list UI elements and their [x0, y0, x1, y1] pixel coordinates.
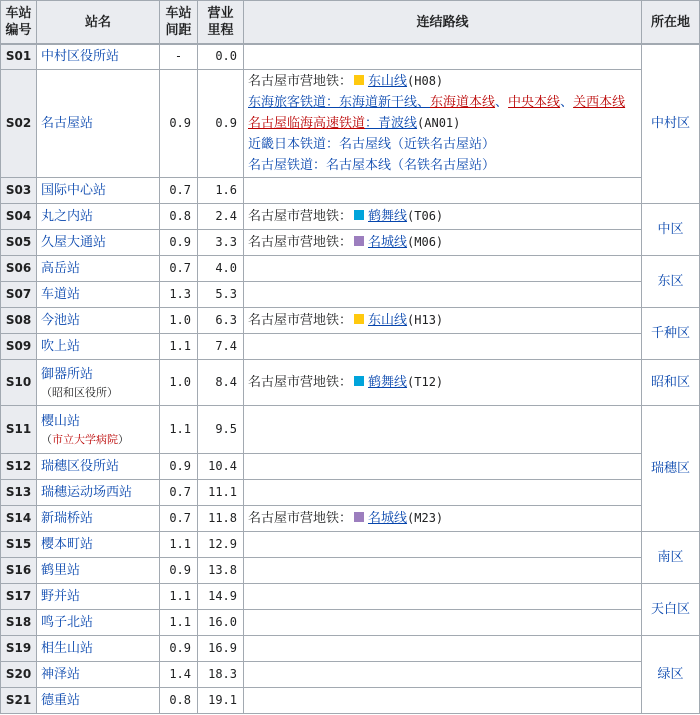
station-name [37, 687, 160, 713]
location-link[interactable]: 东区 [657, 273, 684, 289]
station-km: 11.8 [198, 505, 244, 531]
station-link[interactable]: 德重站 [41, 692, 81, 708]
location-link[interactable]: 中区 [657, 221, 684, 237]
station-km: 8.4 [198, 359, 244, 405]
station-name [37, 229, 160, 255]
station-dist: 1.1 [160, 583, 198, 609]
station-link[interactable]: 高岳站 [41, 260, 81, 276]
station-km: 19.1 [198, 687, 244, 713]
connection-line[interactable]: 近畿日本铁道：名古屋线（近铁名古屋站） [248, 136, 496, 152]
station-link[interactable]: 野并站 [41, 588, 81, 604]
station-code: S03 [1, 177, 37, 203]
station-link[interactable]: 鸣子北站 [41, 614, 94, 630]
higashiyama-color-swatch [354, 75, 364, 85]
hospital-link[interactable]: 市立大学病院 [52, 432, 118, 446]
station-link[interactable]: 丸之内站 [41, 208, 94, 224]
connections-cell: 名古屋市营地铁： 名城线(M23) [244, 505, 642, 531]
table-row [1, 453, 700, 479]
station-km: 6.3 [198, 307, 244, 333]
station-code: S07 [1, 281, 37, 307]
station-km: 12.9 [198, 531, 244, 557]
station-name [37, 609, 160, 635]
station-code: S02 [1, 69, 37, 177]
table-row [1, 177, 700, 203]
connections-cell: 名古屋市营地铁： 鹤舞线(T12) [244, 359, 642, 405]
station-link[interactable]: 鹤里站 [41, 562, 81, 578]
station-code: S14 [1, 505, 37, 531]
station-code: S20 [1, 661, 37, 687]
meijo-color-swatch [354, 236, 364, 246]
table-row [1, 281, 700, 307]
connections-cell: 名古屋市营地铁： 名城线(M06) [244, 229, 642, 255]
location-link[interactable]: 天白区 [650, 601, 690, 617]
station-name [37, 281, 160, 307]
header-dist: 车站 间距 [160, 1, 198, 45]
station-name [37, 255, 160, 281]
location-cell [642, 583, 700, 635]
station-dist: 0.9 [160, 635, 198, 661]
connections-cell [244, 281, 642, 307]
station-code: S19 [1, 635, 37, 661]
line-link[interactable]: 东山线 [368, 312, 408, 328]
station-km: 7.4 [198, 333, 244, 359]
station-link[interactable]: 久屋大通站 [41, 234, 107, 250]
connection-line: 名古屋临海高速铁道：青波线(AN01) [248, 115, 461, 131]
station-name [37, 333, 160, 359]
station-link[interactable]: 樱山站 [41, 413, 81, 429]
table-row [1, 44, 700, 69]
station-link[interactable]: 相生山站 [41, 640, 94, 656]
connections-cell [244, 635, 642, 661]
header-conn: 连结路线 [244, 1, 642, 45]
location-link[interactable]: 昭和区 [650, 374, 690, 390]
tsurumai-color-swatch [354, 376, 364, 386]
station-dist: 0.7 [160, 255, 198, 281]
location-cell [642, 307, 700, 359]
location-link[interactable]: 瑞穗区 [650, 460, 690, 476]
connections-cell [244, 69, 642, 177]
station-link[interactable]: 瑞穗运动场西站 [41, 484, 133, 500]
station-dist: 0.7 [160, 479, 198, 505]
table-row [1, 333, 700, 359]
line-link[interactable]: 中央本线 [508, 94, 561, 110]
station-name [37, 505, 160, 531]
station-dist: 0.9 [160, 229, 198, 255]
station-code: S09 [1, 333, 37, 359]
connections-cell [244, 687, 642, 713]
connections-cell [244, 609, 642, 635]
station-dist: - [160, 44, 198, 69]
header-code: 车站 编号 [1, 1, 37, 45]
location-link[interactable]: 南区 [657, 549, 684, 565]
meijo-color-swatch [354, 512, 364, 522]
station-subtitle: （昭和区役所） [41, 385, 118, 399]
station-subtitle: （市立大学病院） [41, 432, 129, 446]
line-link[interactable]: 关西本线 [573, 94, 626, 110]
table-row [1, 557, 700, 583]
station-dist: 0.8 [160, 203, 198, 229]
higashiyama-color-swatch [354, 314, 364, 324]
station-link[interactable]: 车道站 [41, 286, 81, 302]
station-code: S12 [1, 453, 37, 479]
station-dist: 1.0 [160, 359, 198, 405]
station-km: 0.0 [198, 44, 244, 69]
station-code: S15 [1, 531, 37, 557]
line-link[interactable]: 名城线 [368, 510, 408, 526]
station-code: S10 [1, 359, 37, 405]
station-link[interactable]: 瑞穗区役所站 [41, 458, 120, 474]
connection-line: 名古屋市营地铁： 东山线(H08) [248, 73, 444, 89]
station-code: S04 [1, 203, 37, 229]
table-row [1, 405, 700, 453]
station-dist: 1.1 [160, 531, 198, 557]
connection-line: 东海旅客铁道：东海道新干线、东海道本线、中央本线、关西本线 [248, 94, 626, 110]
station-name [37, 177, 160, 203]
station-km: 4.0 [198, 255, 244, 281]
table-row [1, 307, 700, 333]
connections-cell [244, 177, 642, 203]
station-dist: 1.3 [160, 281, 198, 307]
station-name [37, 453, 160, 479]
line-link[interactable]: ：青波线 [365, 115, 418, 131]
connections-cell [244, 479, 642, 505]
station-link[interactable]: 新瑞桥站 [41, 510, 94, 526]
tsurumai-color-swatch [354, 210, 364, 220]
header-name: 站名 [37, 1, 160, 45]
table-row [1, 687, 700, 713]
table-row [1, 359, 700, 405]
line-link[interactable]: 名古屋临海高速铁道 [248, 115, 366, 131]
table-row [1, 531, 700, 557]
station-code: S18 [1, 609, 37, 635]
station-dist: 0.9 [160, 453, 198, 479]
station-name [37, 661, 160, 687]
station-code: S21 [1, 687, 37, 713]
station-km: 10.4 [198, 453, 244, 479]
connections-cell [244, 557, 642, 583]
station-code: S08 [1, 307, 37, 333]
line-link[interactable]: 鹤舞线 [368, 208, 408, 224]
station-code: S11 [1, 405, 37, 453]
connections-cell [244, 661, 642, 687]
station-link[interactable]: 樱本町站 [41, 536, 94, 552]
station-dist: 1.1 [160, 405, 198, 453]
line-link[interactable]: 东海旅客铁道：东海道新干线、 [248, 94, 431, 110]
connection-line[interactable]: 名古屋铁道：名古屋本线（名铁名古屋站） [248, 157, 496, 173]
station-code: S06 [1, 255, 37, 281]
header-km: 营业 里程 [198, 1, 244, 45]
table-row [1, 203, 700, 229]
station-code: S05 [1, 229, 37, 255]
station-dist: 1.4 [160, 661, 198, 687]
connections-cell [244, 255, 642, 281]
station-dist: 0.7 [160, 505, 198, 531]
station-km: 1.6 [198, 177, 244, 203]
connections-cell [244, 583, 642, 609]
station-code: S01 [1, 44, 37, 69]
station-dist: 1.1 [160, 609, 198, 635]
station-name [37, 583, 160, 609]
station-link[interactable]: 神泽站 [41, 666, 81, 682]
station-link[interactable]: 今池站 [41, 312, 81, 328]
header-loc: 所在地 [642, 1, 700, 45]
station-dist: 1.0 [160, 307, 198, 333]
location-cell [642, 255, 700, 307]
station-name [37, 635, 160, 661]
station-dist: 0.7 [160, 177, 198, 203]
station-name [37, 69, 160, 177]
connections-cell [244, 333, 642, 359]
station-dist: 0.9 [160, 557, 198, 583]
station-name [37, 557, 160, 583]
location-link[interactable]: 绿区 [657, 666, 684, 682]
table-row [1, 583, 700, 609]
line-link[interactable]: 东山线 [368, 73, 408, 89]
station-name [37, 44, 160, 69]
line-link[interactable]: 名城线 [368, 234, 408, 250]
location-cell [642, 44, 700, 203]
station-km: 16.0 [198, 609, 244, 635]
station-name [37, 531, 160, 557]
station-link[interactable]: 吹上站 [41, 338, 81, 354]
location-link[interactable]: 中村区 [650, 116, 690, 132]
station-name [37, 359, 160, 405]
station-km: 16.9 [198, 635, 244, 661]
table-row [1, 609, 700, 635]
table-row [1, 661, 700, 687]
location-cell [642, 635, 700, 713]
table-row [1, 505, 700, 531]
station-km: 5.3 [198, 281, 244, 307]
connections-cell [244, 453, 642, 479]
station-link[interactable]: 御器所站 [41, 366, 94, 382]
line-link[interactable]: 东海道本线 [430, 94, 496, 110]
table-row [1, 255, 700, 281]
location-cell [642, 359, 700, 405]
station-dist: 1.1 [160, 333, 198, 359]
connections-cell [244, 531, 642, 557]
station-km: 0.9 [198, 69, 244, 177]
station-km: 13.8 [198, 557, 244, 583]
connections-cell: 名古屋市营地铁： 东山线(H13) [244, 307, 642, 333]
table-row [1, 229, 700, 255]
station-name [37, 307, 160, 333]
station-code: S16 [1, 557, 37, 583]
table-row [1, 635, 700, 661]
station-km: 2.4 [198, 203, 244, 229]
station-code: S17 [1, 583, 37, 609]
station-km: 9.5 [198, 405, 244, 453]
location-cell [642, 405, 700, 531]
station-km: 11.1 [198, 479, 244, 505]
location-cell [642, 531, 700, 583]
station-name [37, 203, 160, 229]
line-link[interactable]: 鹤舞线 [368, 374, 408, 390]
station-name [37, 479, 160, 505]
table-row [1, 69, 700, 177]
location-link[interactable]: 千种区 [650, 325, 690, 341]
station-dist: 0.8 [160, 687, 198, 713]
connections-cell [244, 405, 642, 453]
connections-cell [244, 44, 642, 69]
station-name [37, 405, 160, 453]
station-link[interactable]: 国际中心站 [41, 182, 107, 198]
station-km: 18.3 [198, 661, 244, 687]
station-km: 3.3 [198, 229, 244, 255]
station-km: 14.9 [198, 583, 244, 609]
station-link[interactable]: 名古屋站 [41, 115, 94, 131]
station-link[interactable]: 中村区役所站 [41, 49, 120, 65]
station-dist: 0.9 [160, 69, 198, 177]
table-row [1, 479, 700, 505]
station-code: S13 [1, 479, 37, 505]
connections-cell: 名古屋市营地铁： 鹤舞线(T06) [244, 203, 642, 229]
location-cell [642, 203, 700, 255]
